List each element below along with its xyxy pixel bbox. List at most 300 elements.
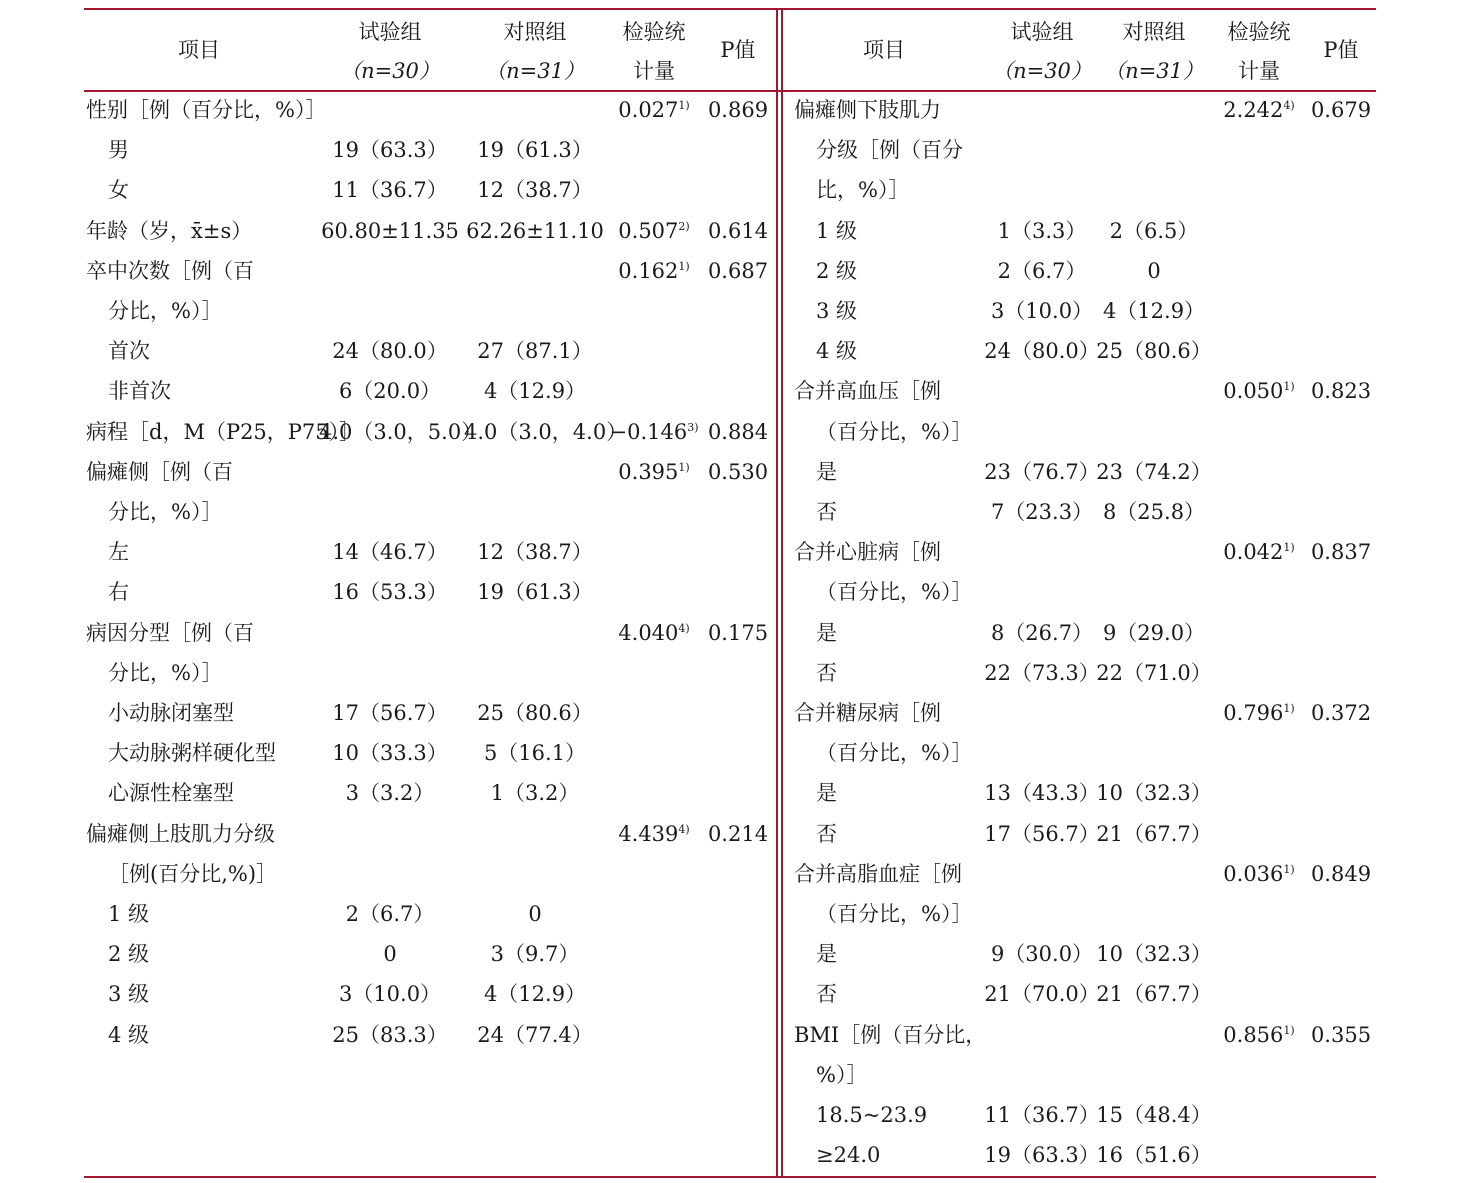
- control-group-value: 15（48.4）: [1096, 1103, 1212, 1127]
- test-group-value: [979, 371, 1105, 411]
- test-statistic-footnote: 4): [678, 621, 690, 635]
- p-value: [702, 894, 774, 934]
- test-statistic: [609, 291, 699, 331]
- control-group-value: [464, 452, 606, 492]
- test-group-value: 1（3.3）: [997, 218, 1087, 243]
- row-label: BMI［例（百分比，: [794, 1022, 987, 1047]
- test-statistic-value: 0.856: [1223, 1022, 1284, 1047]
- control-group-value: [464, 251, 606, 291]
- left-header-test-n: （n=30）: [340, 59, 440, 83]
- test-group-value: 0: [383, 942, 397, 967]
- test-group-value: 9（30.0）: [990, 942, 1094, 967]
- test-group-value: 21（70.0）: [984, 982, 1100, 1007]
- test-statistic-value: 0.042: [1223, 540, 1284, 565]
- test-group-value: 2（6.7）: [345, 902, 435, 926]
- control-group-value: [1094, 894, 1214, 934]
- row-label: 偏瘫侧［例（百: [86, 459, 233, 484]
- control-group-value: [1094, 532, 1214, 572]
- test-group-value: [979, 693, 1105, 733]
- p-value: [1306, 251, 1376, 291]
- test-statistic: [1214, 653, 1304, 693]
- control-group-value: 12（38.7）: [477, 178, 593, 203]
- p-value: [702, 653, 774, 693]
- p-value: [1306, 1095, 1376, 1135]
- row-label: 否: [816, 821, 837, 846]
- test-statistic-footnote: 4): [678, 822, 690, 836]
- p-value: [1306, 331, 1376, 371]
- control-group-value: 4（12.9）: [1102, 299, 1206, 323]
- control-group-value: [1094, 572, 1214, 612]
- row-label: 分比，%）］: [108, 660, 223, 685]
- left-header-control-n: （n=31）: [485, 59, 585, 83]
- right-header-control-n: （n=31）: [1104, 59, 1204, 83]
- control-group-value: 1（3.2）: [490, 781, 580, 806]
- row-label: 2 级: [108, 942, 150, 967]
- test-statistic-value: 0.036: [1223, 861, 1284, 886]
- test-statistic: [609, 854, 699, 894]
- test-group-value: [979, 412, 1105, 452]
- row-label: 3 级: [108, 982, 150, 1007]
- p-value: 0.823: [1310, 379, 1372, 404]
- p-value: [1306, 613, 1376, 653]
- baseline-table: [84, 0, 1376, 1183]
- test-statistic: [1214, 934, 1304, 974]
- right-header-stat-2: 计量: [1238, 59, 1280, 83]
- control-group-value: [464, 90, 606, 130]
- p-value: [1306, 452, 1376, 492]
- test-group-value: [979, 532, 1105, 572]
- test-group-value: 3（10.0）: [990, 299, 1094, 323]
- test-statistic: [1214, 572, 1304, 612]
- test-group-value: [979, 854, 1105, 894]
- right-header-item: 项目: [863, 38, 905, 62]
- test-group-value: 19（63.3）: [332, 138, 448, 163]
- test-statistic-value: 0.395: [618, 459, 679, 484]
- row-label: 是: [816, 781, 837, 806]
- test-group-value: [319, 653, 461, 693]
- test-statistic-footnote: 4): [1283, 99, 1295, 112]
- test-statistic: [1214, 854, 1304, 894]
- test-statistic: [1214, 1095, 1304, 1135]
- test-group-value: 25（83.3）: [332, 1022, 448, 1047]
- row-label: 18.5~23.9: [816, 1103, 928, 1127]
- test-group-value: 10（33.3）: [332, 741, 448, 766]
- test-statistic: [1214, 974, 1304, 1014]
- row-label: 2 级: [816, 258, 858, 283]
- test-statistic: [609, 251, 699, 291]
- test-statistic: [609, 170, 699, 210]
- control-group-value: 16（51.6）: [1096, 1143, 1212, 1168]
- p-value: [702, 974, 774, 1014]
- p-value: [1306, 492, 1376, 532]
- test-statistic: [1214, 90, 1304, 130]
- test-statistic: [609, 532, 699, 572]
- row-label: 大动脉粥样硬化型: [108, 741, 276, 766]
- row-label: （百分比，%）］: [816, 741, 973, 766]
- row-label: 合并高血压［例: [794, 379, 941, 404]
- row-label: 右: [108, 580, 129, 605]
- test-statistic: [609, 693, 699, 733]
- right-header-control-group: 对照组: [1122, 20, 1186, 44]
- p-value: [1306, 1055, 1376, 1095]
- test-group-value: 11（36.7）: [984, 1103, 1100, 1127]
- p-value: [702, 331, 774, 371]
- top-rule: [84, 8, 1376, 10]
- p-value: [702, 371, 774, 411]
- control-group-value: 12（38.7）: [477, 540, 593, 565]
- test-statistic: [1214, 894, 1304, 934]
- row-label: 年龄（岁，x̄±s）: [86, 218, 253, 243]
- test-group-value: [979, 894, 1105, 934]
- row-label: 偏瘫侧下肢肌力: [794, 98, 941, 122]
- row-label: 心源性栓塞型: [108, 781, 234, 806]
- test-group-value: 24（80.0）: [984, 339, 1100, 364]
- test-group-value: [979, 1055, 1105, 1095]
- test-statistic: [609, 733, 699, 773]
- test-statistic: [609, 492, 699, 532]
- test-statistic: [609, 412, 699, 452]
- test-group-value: 6（20.0）: [338, 379, 442, 404]
- test-group-value: [979, 130, 1105, 170]
- test-group-value: [319, 90, 461, 130]
- row-label: 偏瘫侧上肢肌力分级: [86, 821, 275, 846]
- row-label: 性别［例（百分比，%）］: [86, 98, 327, 122]
- control-group-value: [464, 854, 606, 894]
- test-statistic-footnote: 1): [1283, 380, 1295, 394]
- control-group-value: 8（25.8）: [1102, 500, 1206, 524]
- row-label: 女: [108, 178, 129, 203]
- control-group-value: 9（29.0）: [1102, 620, 1206, 645]
- test-statistic: [1214, 492, 1304, 532]
- control-group-value: 4（12.9）: [483, 379, 587, 404]
- test-statistic-value: 0.162: [618, 258, 679, 283]
- p-value: [702, 693, 774, 733]
- test-statistic-value: 4.040: [618, 620, 679, 645]
- row-label: 合并心脏病［例: [794, 540, 941, 565]
- test-statistic-footnote: 1): [1283, 541, 1295, 555]
- p-value: [702, 773, 774, 813]
- control-group-value: 19（61.3）: [477, 138, 593, 163]
- control-group-value: [1094, 733, 1214, 773]
- row-label: 小动脉闭塞型: [108, 701, 234, 725]
- test-statistic: [609, 572, 699, 612]
- control-group-value: 62.26±11.10: [466, 218, 604, 243]
- test-statistic-footnote: 1): [678, 99, 690, 112]
- p-value: [1306, 1135, 1376, 1175]
- p-value: [1306, 291, 1376, 331]
- row-label: 左: [108, 540, 129, 565]
- control-group-value: 0: [1147, 258, 1161, 283]
- p-value: [1306, 974, 1376, 1014]
- p-value: [702, 170, 774, 210]
- control-group-value: 21（67.7）: [1096, 982, 1212, 1007]
- test-statistic-value: 0.050: [1223, 379, 1284, 404]
- test-group-value: [319, 492, 461, 532]
- p-value: [1306, 894, 1376, 934]
- bottom-rule: [84, 1176, 1376, 1178]
- control-group-value: 25（80.6）: [1096, 339, 1212, 364]
- p-value: 0.884: [707, 419, 769, 444]
- test-group-value: 11（36.7）: [332, 178, 448, 203]
- test-group-value: 17（56.7）: [332, 701, 448, 725]
- control-group-value: [1094, 130, 1214, 170]
- test-statistic: [609, 211, 699, 251]
- test-statistic: [1214, 452, 1304, 492]
- p-value: [702, 1015, 774, 1055]
- control-group-value: [1094, 412, 1214, 452]
- row-label: 是: [816, 620, 837, 645]
- control-group-value: [1094, 693, 1214, 733]
- row-label: （百分比，%）］: [816, 580, 973, 605]
- test-statistic: [609, 90, 699, 130]
- test-statistic: [1214, 412, 1304, 452]
- test-statistic: [609, 814, 699, 854]
- p-value: [1306, 934, 1376, 974]
- p-value: [702, 572, 774, 612]
- test-group-value: 14（46.7）: [332, 540, 448, 565]
- test-group-value: [979, 1015, 1105, 1055]
- test-statistic: [609, 653, 699, 693]
- test-group-value: 13（43.3）: [984, 781, 1100, 806]
- left-header-stat-1: 检验统: [622, 20, 686, 44]
- p-value: 0.355: [1310, 1022, 1372, 1047]
- test-statistic: [1214, 1055, 1304, 1095]
- test-statistic-value: −0.146: [609, 419, 688, 444]
- test-statistic: [609, 773, 699, 813]
- p-value: [1306, 572, 1376, 612]
- test-statistic: [609, 934, 699, 974]
- p-value: [1306, 814, 1376, 854]
- p-value: 0.849: [1310, 861, 1372, 886]
- control-group-value: 3（9.7）: [490, 942, 580, 967]
- test-statistic-footnote: 2): [678, 219, 690, 233]
- control-group-value: 22（71.0）: [1096, 660, 1212, 685]
- test-statistic-value: 2.242: [1223, 98, 1284, 122]
- control-group-value: 10（32.3）: [1096, 942, 1212, 967]
- test-statistic: [1214, 1135, 1304, 1175]
- left-header-item: 项目: [178, 38, 220, 62]
- control-group-value: 5（16.1）: [483, 741, 587, 766]
- test-statistic-value: 4.439: [618, 821, 679, 846]
- test-statistic: [1214, 693, 1304, 733]
- row-label: 否: [816, 500, 837, 524]
- control-group-value: 23（74.2）: [1096, 459, 1212, 484]
- right-header-stat-1: 检验统: [1227, 20, 1291, 44]
- test-group-value: [979, 733, 1105, 773]
- test-statistic: [1214, 773, 1304, 813]
- row-label: 否: [816, 982, 837, 1007]
- test-group-value: 8（26.7）: [990, 620, 1094, 645]
- test-group-value: [319, 251, 461, 291]
- test-group-value: 60.80±11.35: [321, 218, 459, 243]
- test-group-value: 23（76.7）: [984, 459, 1100, 484]
- test-group-value: 17（56.7）: [984, 821, 1100, 846]
- test-group-value: 19（63.3）: [984, 1143, 1100, 1168]
- control-group-value: [1094, 371, 1214, 411]
- test-statistic: [1214, 170, 1304, 210]
- control-group-value: 2（6.5）: [1109, 218, 1199, 243]
- p-value: 0.837: [1310, 540, 1372, 565]
- test-group-value: [319, 854, 461, 894]
- test-statistic: [609, 371, 699, 411]
- control-group-value: 0: [528, 902, 542, 926]
- row-label: 首次: [108, 339, 150, 364]
- row-label: 分比，%）］: [108, 299, 223, 323]
- row-label: 分比，%）］: [108, 500, 223, 524]
- test-group-value: 3（10.0）: [338, 982, 442, 1007]
- test-statistic: [609, 452, 699, 492]
- row-label: 分级［例（百分: [816, 138, 963, 163]
- left-header-control-group: 对照组: [503, 20, 567, 44]
- control-group-value: 25（80.6）: [477, 701, 593, 725]
- p-value: [702, 854, 774, 894]
- test-group-value: 3（3.2）: [345, 781, 435, 806]
- test-statistic-value: 0.507: [618, 218, 679, 243]
- row-label: （百分比，%）］: [816, 902, 973, 926]
- p-value: 0.214: [707, 821, 769, 846]
- p-value: [702, 291, 774, 331]
- control-group-value: [1094, 854, 1214, 894]
- test-statistic: [1214, 1015, 1304, 1055]
- test-statistic: [1214, 371, 1304, 411]
- divider-line-1: [776, 8, 778, 1178]
- test-group-value: [319, 613, 461, 653]
- control-group-value: 10（32.3）: [1096, 781, 1212, 806]
- row-label: 否: [816, 660, 837, 685]
- row-label: 是: [816, 942, 837, 967]
- control-group-value: [1094, 170, 1214, 210]
- test-statistic: [1214, 814, 1304, 854]
- test-group-value: [979, 572, 1105, 612]
- p-value: [702, 934, 774, 974]
- test-statistic: [609, 974, 699, 1014]
- p-value: [1306, 130, 1376, 170]
- row-label: 男: [108, 138, 129, 163]
- test-group-value: 24（80.0）: [332, 339, 448, 364]
- test-group-value: [319, 452, 461, 492]
- p-value: 0.687: [707, 258, 769, 283]
- row-label: 病因分型［例（百: [86, 620, 254, 645]
- test-statistic: [1214, 733, 1304, 773]
- test-statistic-footnote: 1): [1283, 1023, 1295, 1037]
- test-statistic-footnote: 3): [687, 420, 699, 434]
- test-statistic-footnote: 1): [678, 460, 690, 474]
- control-group-value: [1094, 1015, 1214, 1055]
- test-statistic: [1214, 251, 1304, 291]
- test-group-value: [319, 814, 461, 854]
- left-header-stat-2: 计量: [633, 59, 675, 83]
- p-value: 0.614: [707, 218, 769, 243]
- control-group-value: 21（67.7）: [1096, 821, 1212, 846]
- row-label: ≥24.0: [816, 1143, 881, 1168]
- control-group-value: 19（61.3）: [477, 580, 593, 605]
- test-statistic: [1214, 291, 1304, 331]
- left-header-p-value: P值: [720, 38, 756, 62]
- control-group-value: [464, 814, 606, 854]
- row-label: （百分比，%）］: [816, 419, 973, 444]
- test-statistic: [609, 130, 699, 170]
- control-group-value: 4.0（3.0，4.0）: [464, 419, 628, 444]
- row-label: ［例(百分比,%)］: [108, 861, 278, 886]
- row-label: 3 级: [816, 299, 858, 323]
- right-header-test-n: （n=30）: [992, 59, 1092, 83]
- test-statistic: [609, 331, 699, 371]
- control-group-value: [464, 492, 606, 532]
- control-group-value: [464, 291, 606, 331]
- row-label: 非首次: [108, 379, 171, 404]
- row-label: 1 级: [816, 218, 858, 243]
- test-group-value: [979, 90, 1105, 130]
- test-group-value: 16（53.3）: [332, 580, 448, 605]
- test-group-value: 22（73.3）: [984, 660, 1100, 685]
- p-value: [1306, 412, 1376, 452]
- p-value: 0.175: [707, 620, 769, 645]
- p-value: [702, 492, 774, 532]
- p-value: [1306, 733, 1376, 773]
- test-group-value: 4.0（3.0，5.0）: [319, 419, 483, 444]
- row-label: %）］: [816, 1062, 868, 1087]
- row-label: 1 级: [108, 902, 150, 926]
- p-value: 0.530: [707, 459, 769, 484]
- test-statistic-footnote: 1): [1283, 862, 1295, 876]
- p-value: [1306, 773, 1376, 813]
- test-statistic-value: 0.027: [618, 98, 679, 122]
- row-label: 病程［d，M（P25，P75）］: [86, 419, 361, 444]
- test-statistic: [1214, 532, 1304, 572]
- test-statistic-footnote: 1): [1283, 702, 1295, 715]
- p-value: [702, 733, 774, 773]
- p-value: [1306, 170, 1376, 210]
- control-group-value: [1094, 90, 1214, 130]
- p-value: [1306, 211, 1376, 251]
- control-group-value: [1094, 1055, 1214, 1095]
- test-statistic: [1214, 331, 1304, 371]
- test-statistic-footnote: 1): [678, 259, 690, 273]
- right-header-p-value: P值: [1323, 38, 1359, 62]
- test-statistic-value: 0.796: [1223, 701, 1284, 725]
- row-label: 是: [816, 459, 837, 484]
- p-value: [702, 532, 774, 572]
- test-group-value: [979, 170, 1105, 210]
- p-value: [702, 130, 774, 170]
- test-statistic: [609, 894, 699, 934]
- test-statistic: [609, 613, 699, 653]
- row-label: 卒中次数［例（百: [86, 258, 254, 283]
- divider-line-2: [781, 8, 783, 1178]
- test-statistic: [609, 1015, 699, 1055]
- test-statistic: [1214, 211, 1304, 251]
- control-group-value: 27（87.1）: [477, 339, 593, 364]
- test-statistic: [1214, 613, 1304, 653]
- row-label: 比，%）］: [816, 178, 910, 203]
- row-label: 4 级: [108, 1022, 150, 1047]
- p-value: 0.869: [707, 98, 769, 122]
- row-label: 合并糖尿病［例: [794, 701, 941, 725]
- p-value: 0.372: [1310, 701, 1372, 725]
- control-group-value: [464, 613, 606, 653]
- control-group-value: 24（77.4）: [477, 1022, 593, 1047]
- control-group-value: 4（12.9）: [483, 982, 587, 1007]
- p-value: 0.679: [1310, 98, 1372, 122]
- test-group-value: 2（6.7）: [997, 258, 1087, 283]
- row-label: 合并高脂血症［例: [794, 861, 962, 886]
- p-value: [1306, 653, 1376, 693]
- test-group-value: [319, 291, 461, 331]
- test-group-value: 7（23.3）: [990, 500, 1094, 524]
- test-statistic: [1214, 130, 1304, 170]
- left-header-test-group: 试验组: [358, 20, 422, 44]
- control-group-value: [464, 653, 606, 693]
